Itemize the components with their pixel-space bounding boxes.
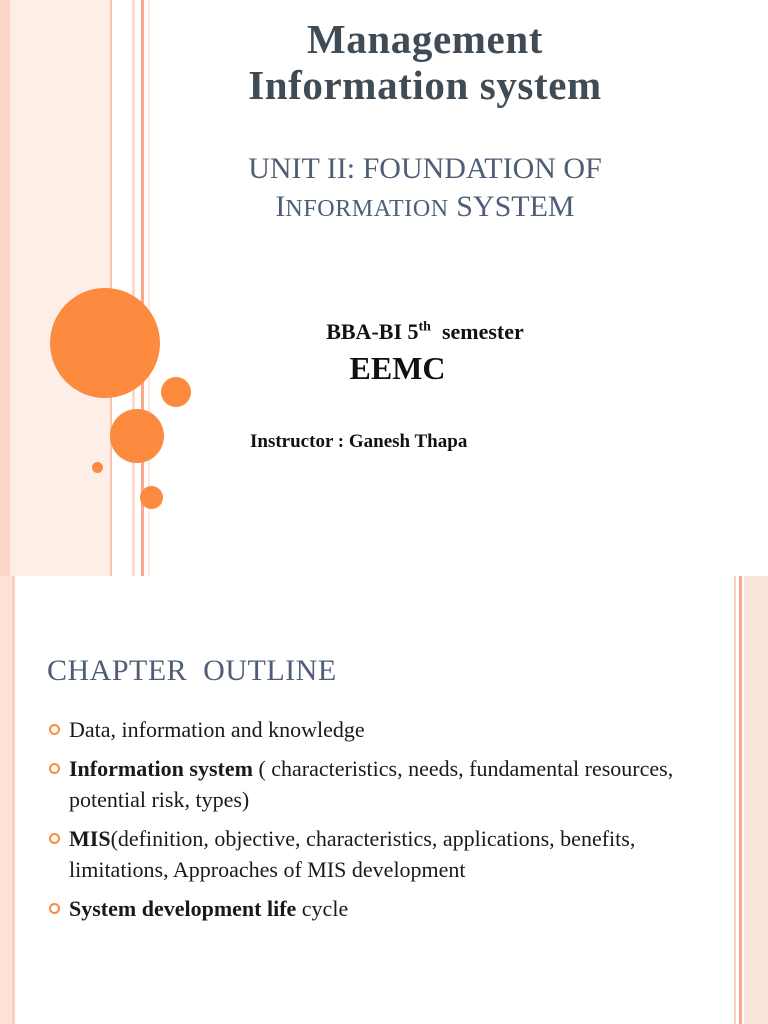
list-item-text: ( characteristics, needs, fundamental resources, potential risk, types) <box>69 756 674 812</box>
list-item <box>47 714 727 745</box>
list-item-text: cycle <box>296 896 349 921</box>
decorative-stripe <box>748 576 768 1024</box>
list-item-bold: Information system <box>69 756 253 781</box>
list-item-text: Data, information and knowledge <box>69 717 365 742</box>
list-item <box>47 753 727 815</box>
decorative-stripe <box>0 0 10 576</box>
decorative-circle-tiny <box>92 462 103 473</box>
subtitle-line-1: UNIT II: FOUNDATION OF <box>248 152 602 185</box>
subtitle-smallcaps: NFORMATION <box>285 196 449 222</box>
circle-bullet-icon <box>49 903 60 914</box>
list-item-text: (definition, objective, characteristics, applications, benefits, limitations, Approaches of MIS development <box>69 826 636 882</box>
course-label <box>160 319 690 345</box>
decorative-stripe <box>0 576 12 1024</box>
list-item-bold: MIS <box>69 826 111 851</box>
subtitle-cap: I <box>275 190 286 223</box>
course-suffix: semester <box>430 319 524 344</box>
decorative-line <box>734 576 736 1024</box>
outline-slide <box>0 576 768 1024</box>
decorative-circle-medium <box>110 409 164 463</box>
list-item-bold: System development life <box>69 896 297 921</box>
title-line-1: Management <box>306 16 543 62</box>
outline-list <box>47 714 727 932</box>
circle-bullet-icon <box>49 763 60 774</box>
decorative-circle-small <box>140 486 163 509</box>
list-item <box>47 893 727 924</box>
course-text: BBA-BI 5 <box>326 319 419 344</box>
decorative-circle-large <box>50 288 160 398</box>
subtitle-rest: SYSTEM <box>448 190 575 223</box>
slide-title <box>160 16 690 108</box>
list-item <box>47 823 727 885</box>
decorative-line <box>132 0 135 576</box>
circle-bullet-icon <box>49 724 60 735</box>
decorative-line <box>739 576 742 1024</box>
title-line-2: Information system <box>248 62 602 108</box>
school-name: EEMC <box>349 350 446 386</box>
decorative-stripe <box>12 576 15 1024</box>
circle-bullet-icon <box>49 833 60 844</box>
slide-subtitle <box>160 150 690 228</box>
instructor-name: Instructor : Ganesh Thapa <box>250 431 468 452</box>
course-ordinal: th <box>418 319 431 335</box>
subtitle-line-2 <box>160 188 690 228</box>
outline-heading: CHAPTER OUTLINE <box>47 654 337 687</box>
